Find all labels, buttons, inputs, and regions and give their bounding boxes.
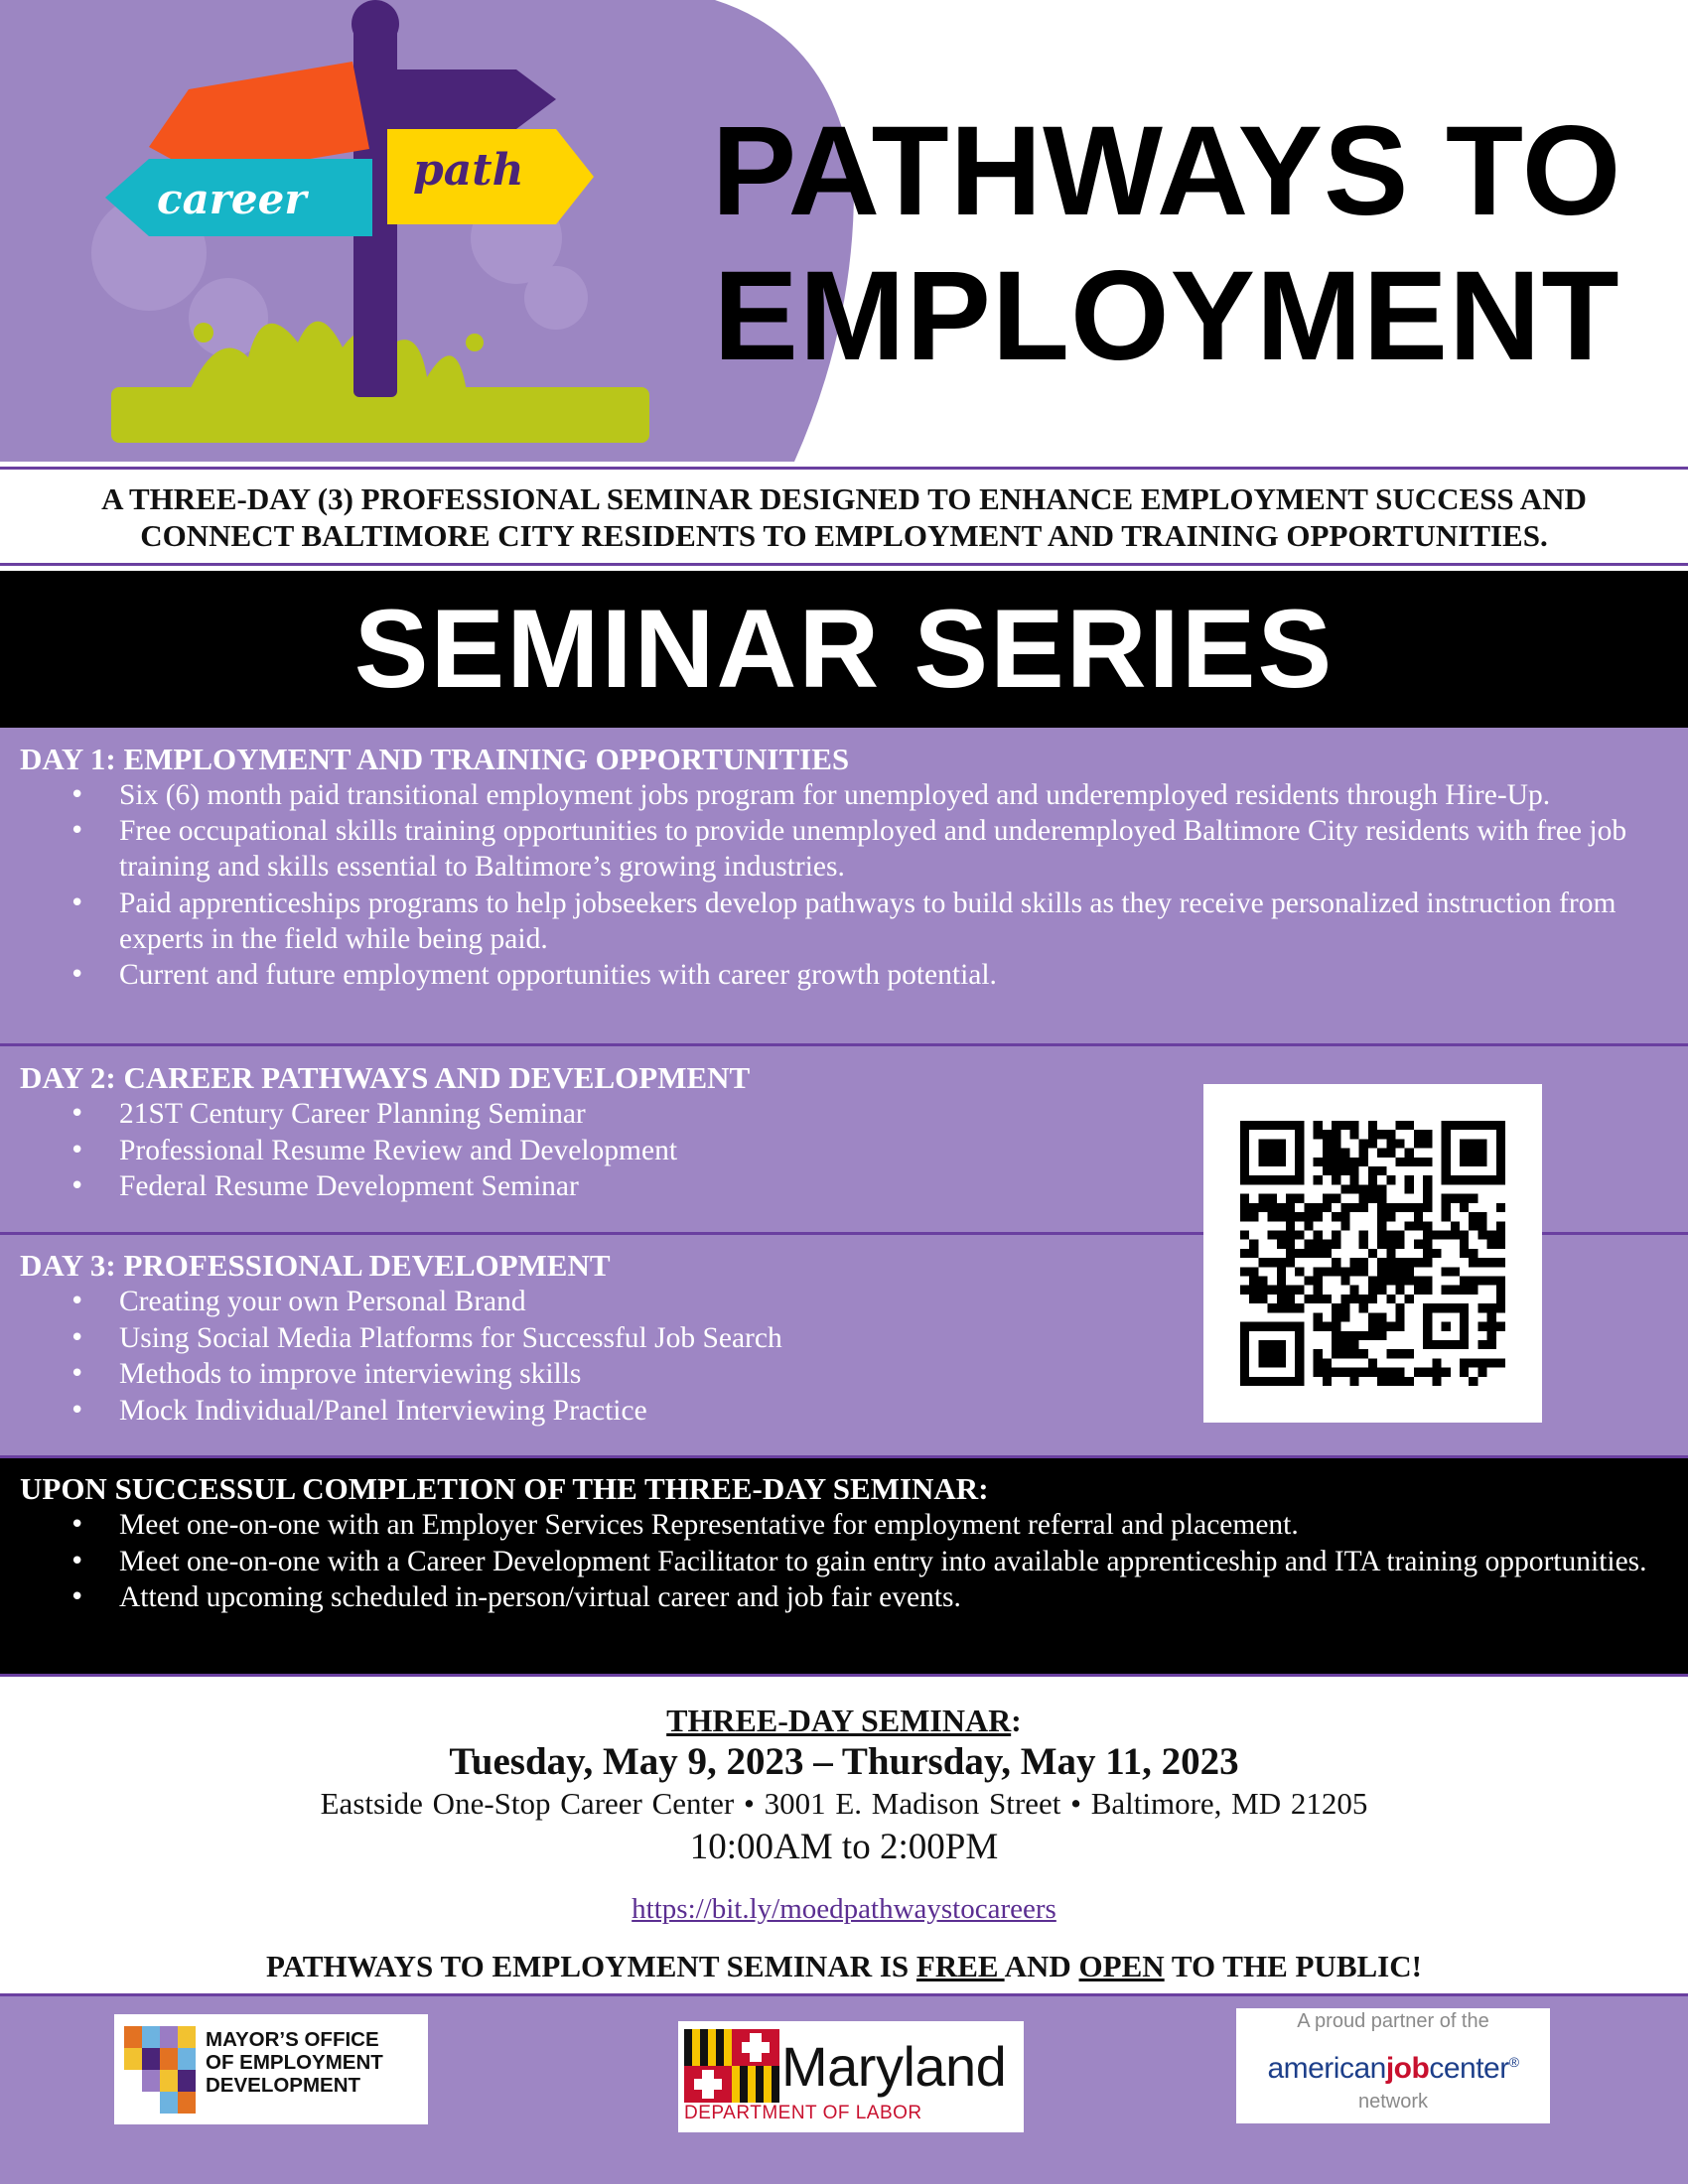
day1-list: [0, 777, 1688, 993]
free-open-notice: [0, 1948, 1688, 1985]
moed-line3: DEVELOPMENT: [206, 2074, 361, 2097]
maryland-flag-icon: [684, 2029, 779, 2103]
moed-logo: [114, 2014, 428, 2124]
qr-code[interactable]: [1203, 1084, 1542, 1423]
subtitle-banner: [0, 467, 1688, 566]
american-job-center-logo: [1236, 2008, 1550, 2123]
event-location: Eastside One-Stop Career Center • 3001 E. Madison Street • Baltimore, MD 21205: [320, 1786, 1368, 1821]
list-item: • Attend upcoming scheduled in-person/virtual career and job fair events.: [70, 1579, 1688, 1616]
day1-heading: DAY 1: EMPLOYMENT AND TRAINING OPPORTUNITIES: [20, 742, 850, 776]
list-item: • Six (6) month paid transitional employment jobs program for unemployed and underemployed residents through Hire-Up.: [70, 777, 1688, 813]
page-title: [665, 99, 1668, 389]
list-item: • Free occupational skills training opportunities to provide unemployed and underemployed Baltimore City residents with free job training and skills essential to Baltimore’s growing industries.: [70, 813, 1688, 885]
ajc-american: american: [1267, 2052, 1386, 2085]
sign-word-path: path: [413, 145, 524, 196]
subtitle-line2: CONNECT BALTIMORE CITY RESIDENTS TO EMPLOYMENT AND TRAINING OPPORTUNITIES.: [140, 518, 1548, 553]
list-item: • Meet one-on-one with an Employer Services Representative for employment referral and placement.: [70, 1507, 1688, 1544]
event-dates: Tuesday, May 9, 2023 – Thursday, May 11, 2023: [449, 1740, 1239, 1783]
notice-part1: PATHWAYS TO EMPLOYMENT SEMINAR IS: [266, 1949, 916, 1983]
list-item: • Using Social Media Platforms for Successful Job Search: [70, 1320, 1688, 1357]
maryland-name: Maryland: [781, 2035, 1007, 2098]
qr-code-icon: [1240, 1121, 1505, 1386]
list-item: • Current and future employment opportunities with career growth potential.: [70, 957, 1688, 993]
list-item: • Federal Resume Development Seminar: [70, 1168, 1688, 1205]
list-item: • Meet one-on-one with a Career Development Facilitator to gain entry into available apprenticeship and ITA training opportunities.: [70, 1544, 1688, 1580]
moed-line1: MAYOR’S OFFICE: [206, 2028, 379, 2051]
footer: [0, 1993, 1688, 2184]
event-label: [0, 1702, 1688, 1739]
completion-section: [0, 1458, 1688, 1677]
ajc-partner-text: A proud partner of the: [1297, 2010, 1489, 2032]
event-label-colon: :: [1011, 1703, 1022, 1738]
notice-part3: TO THE PUBLIC!: [1164, 1949, 1422, 1983]
day2-heading: DAY 2: CAREER PATHWAYS AND DEVELOPMENT: [20, 1060, 751, 1095]
ajc-job: job: [1385, 2052, 1430, 2085]
day3-heading: DAY 3: PROFESSIONAL DEVELOPMENT: [20, 1248, 611, 1283]
moed-logo-icon: [124, 2026, 204, 2116]
notice-open-word: OPEN: [1078, 1949, 1165, 1983]
maryland-labor-logo: [678, 2021, 1024, 2132]
notice-free-word: FREE: [915, 1949, 1005, 1983]
list-item: • Creating your own Personal Brand: [70, 1284, 1688, 1320]
list-item: • Paid apprenticeships programs to help jobseekers develop pathways to build skills as they receive personalized instruction from experts in the field while being paid.: [70, 886, 1688, 957]
subtitle-line1: A THREE-DAY (3) PROFESSIONAL SEMINAR DESIGNED TO ENHANCE EMPLOYMENT SUCCESS AND: [101, 481, 1587, 516]
page-title-line2: EMPLOYMENT: [713, 245, 1620, 387]
day1-section: [0, 728, 1688, 1046]
page-title-line1: PATHWAYS TO: [711, 100, 1622, 242]
department-of-labor: DEPARTMENT OF LABOR: [684, 2103, 922, 2123]
completion-heading: UPON SUCCESSUL COMPLETION OF THE THREE-DAY SEMINAR:: [20, 1471, 989, 1506]
event-details: [0, 1680, 1688, 1993]
registration-link[interactable]: https://bit.ly/moedpathwaystocareers: [632, 1893, 1056, 1925]
ajc-network: network: [1357, 2091, 1429, 2113]
ajc-registered: ®: [1508, 2054, 1519, 2070]
event-label-text: THREE-DAY SEMINAR: [666, 1703, 1012, 1738]
list-item: • Methods to improve interviewing skills: [70, 1356, 1688, 1393]
list-item: • Mock Individual/Panel Interviewing Practice: [70, 1393, 1688, 1430]
sign-word-career: career: [157, 175, 307, 223]
list-item: • 21ST Century Career Planning Seminar: [70, 1096, 1688, 1133]
header: [0, 0, 1688, 462]
moed-logo-text: [206, 2028, 383, 2097]
event-time: 10:00AM to 2:00PM: [689, 1827, 999, 1867]
list-item: • Professional Resume Review and Development: [70, 1133, 1688, 1169]
ajc-center: center: [1429, 2052, 1509, 2085]
ajc-brand: [1236, 2044, 1550, 2087]
seminar-series-heading: SEMINAR SERIES: [0, 571, 1688, 728]
notice-part2: AND: [1004, 1949, 1079, 1983]
moed-line2: OF EMPLOYMENT: [206, 2051, 383, 2074]
completion-list: [0, 1507, 1688, 1616]
